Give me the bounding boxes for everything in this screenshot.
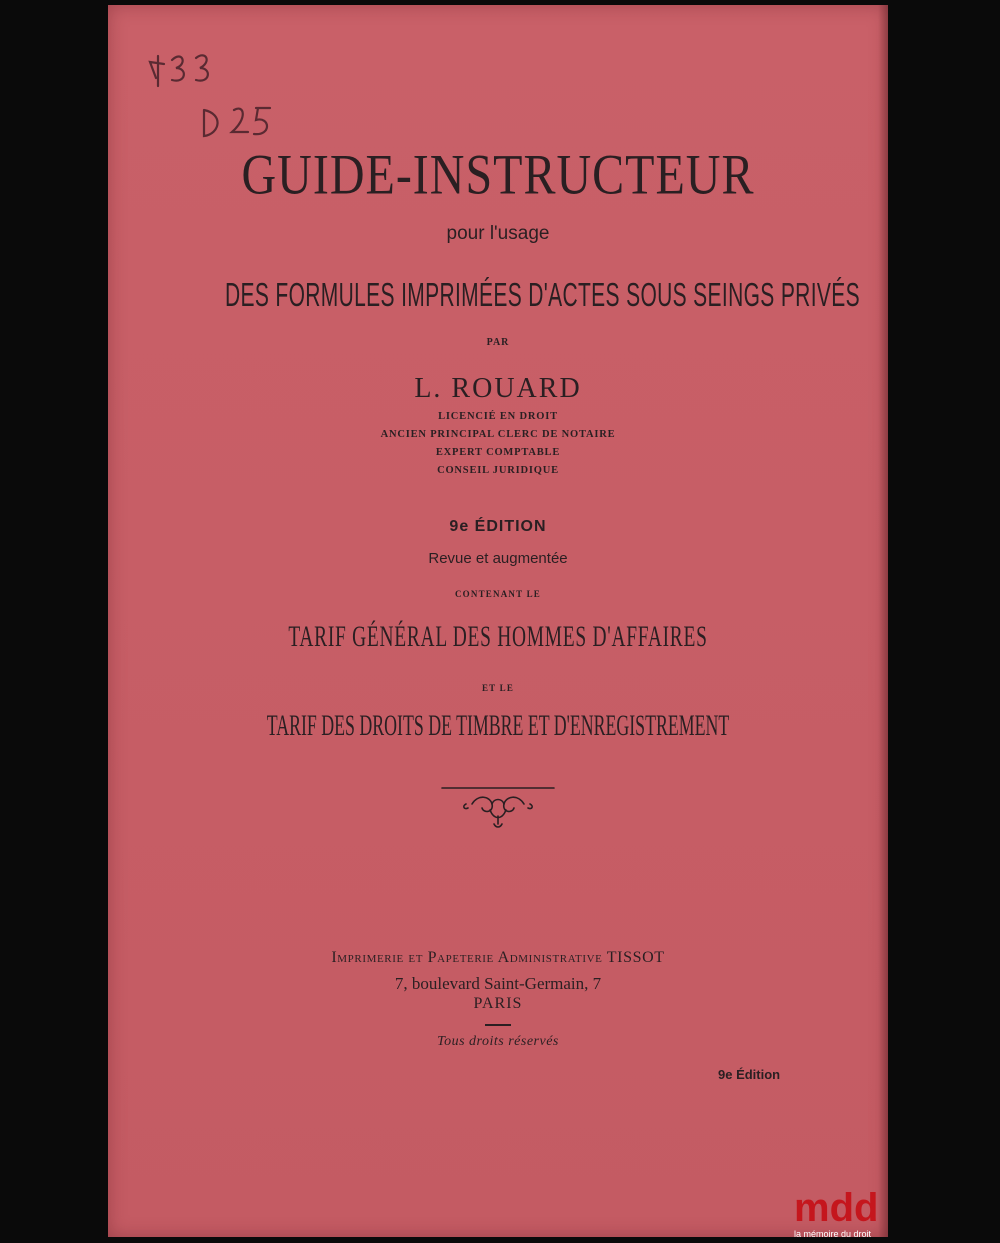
subtitle: pour l'usage — [446, 223, 550, 244]
credential: EXPERT COMPTABLE — [435, 447, 561, 458]
edition-corner-label: 9e Édition — [718, 1067, 781, 1082]
svg-text:la mémoire du droit: la mémoire du droit — [794, 1229, 872, 1239]
ornament-flourish — [438, 780, 558, 832]
edition-label: 9e ÉDITION — [449, 518, 547, 535]
credential: CONSEIL JURIDIQUE — [437, 465, 559, 476]
tarif-general-heading: TARIF GÉNÉRAL DES HOMMES D'AFFAIRES — [288, 620, 708, 653]
book-cover — [108, 5, 888, 1237]
book-title: GUIDE-INSTRUCTEUR — [241, 144, 755, 207]
handwritten-shelfmark — [146, 40, 286, 150]
credential: LICENCIÉ EN DROIT — [438, 411, 558, 422]
rights-notice: Tous droits réservés — [437, 1034, 559, 1049]
printer-address: 7, boulevard Saint-Germain, 7 — [394, 974, 602, 993]
author-name: L. ROUARD — [414, 373, 582, 404]
divider — [485, 1024, 511, 1026]
by-label: PAR — [486, 337, 510, 348]
svg-text:mdd: mdd — [794, 1186, 879, 1230]
containing-label: CONTENANT LE — [454, 589, 541, 599]
printer-city: PARIS — [473, 995, 523, 1012]
mdd-logo — [790, 1175, 900, 1243]
and-the-label: ET LE — [481, 683, 515, 693]
credential: ANCIEN PRINCIPAL CLERC DE NOTAIRE — [380, 429, 616, 440]
tarif-droits-heading: TARIF DES DROITS DE TIMBRE ET D'ENREGISTREMENT — [266, 709, 730, 742]
revised-label: Revue et augmentée — [428, 550, 568, 567]
printer-name: Imprimerie et Papeterie Administrative TISSOT — [331, 949, 665, 966]
main-heading: DES FORMULES IMPRIMÉES D'ACTES SOUS SEINGS PRIVÉS — [225, 277, 860, 314]
